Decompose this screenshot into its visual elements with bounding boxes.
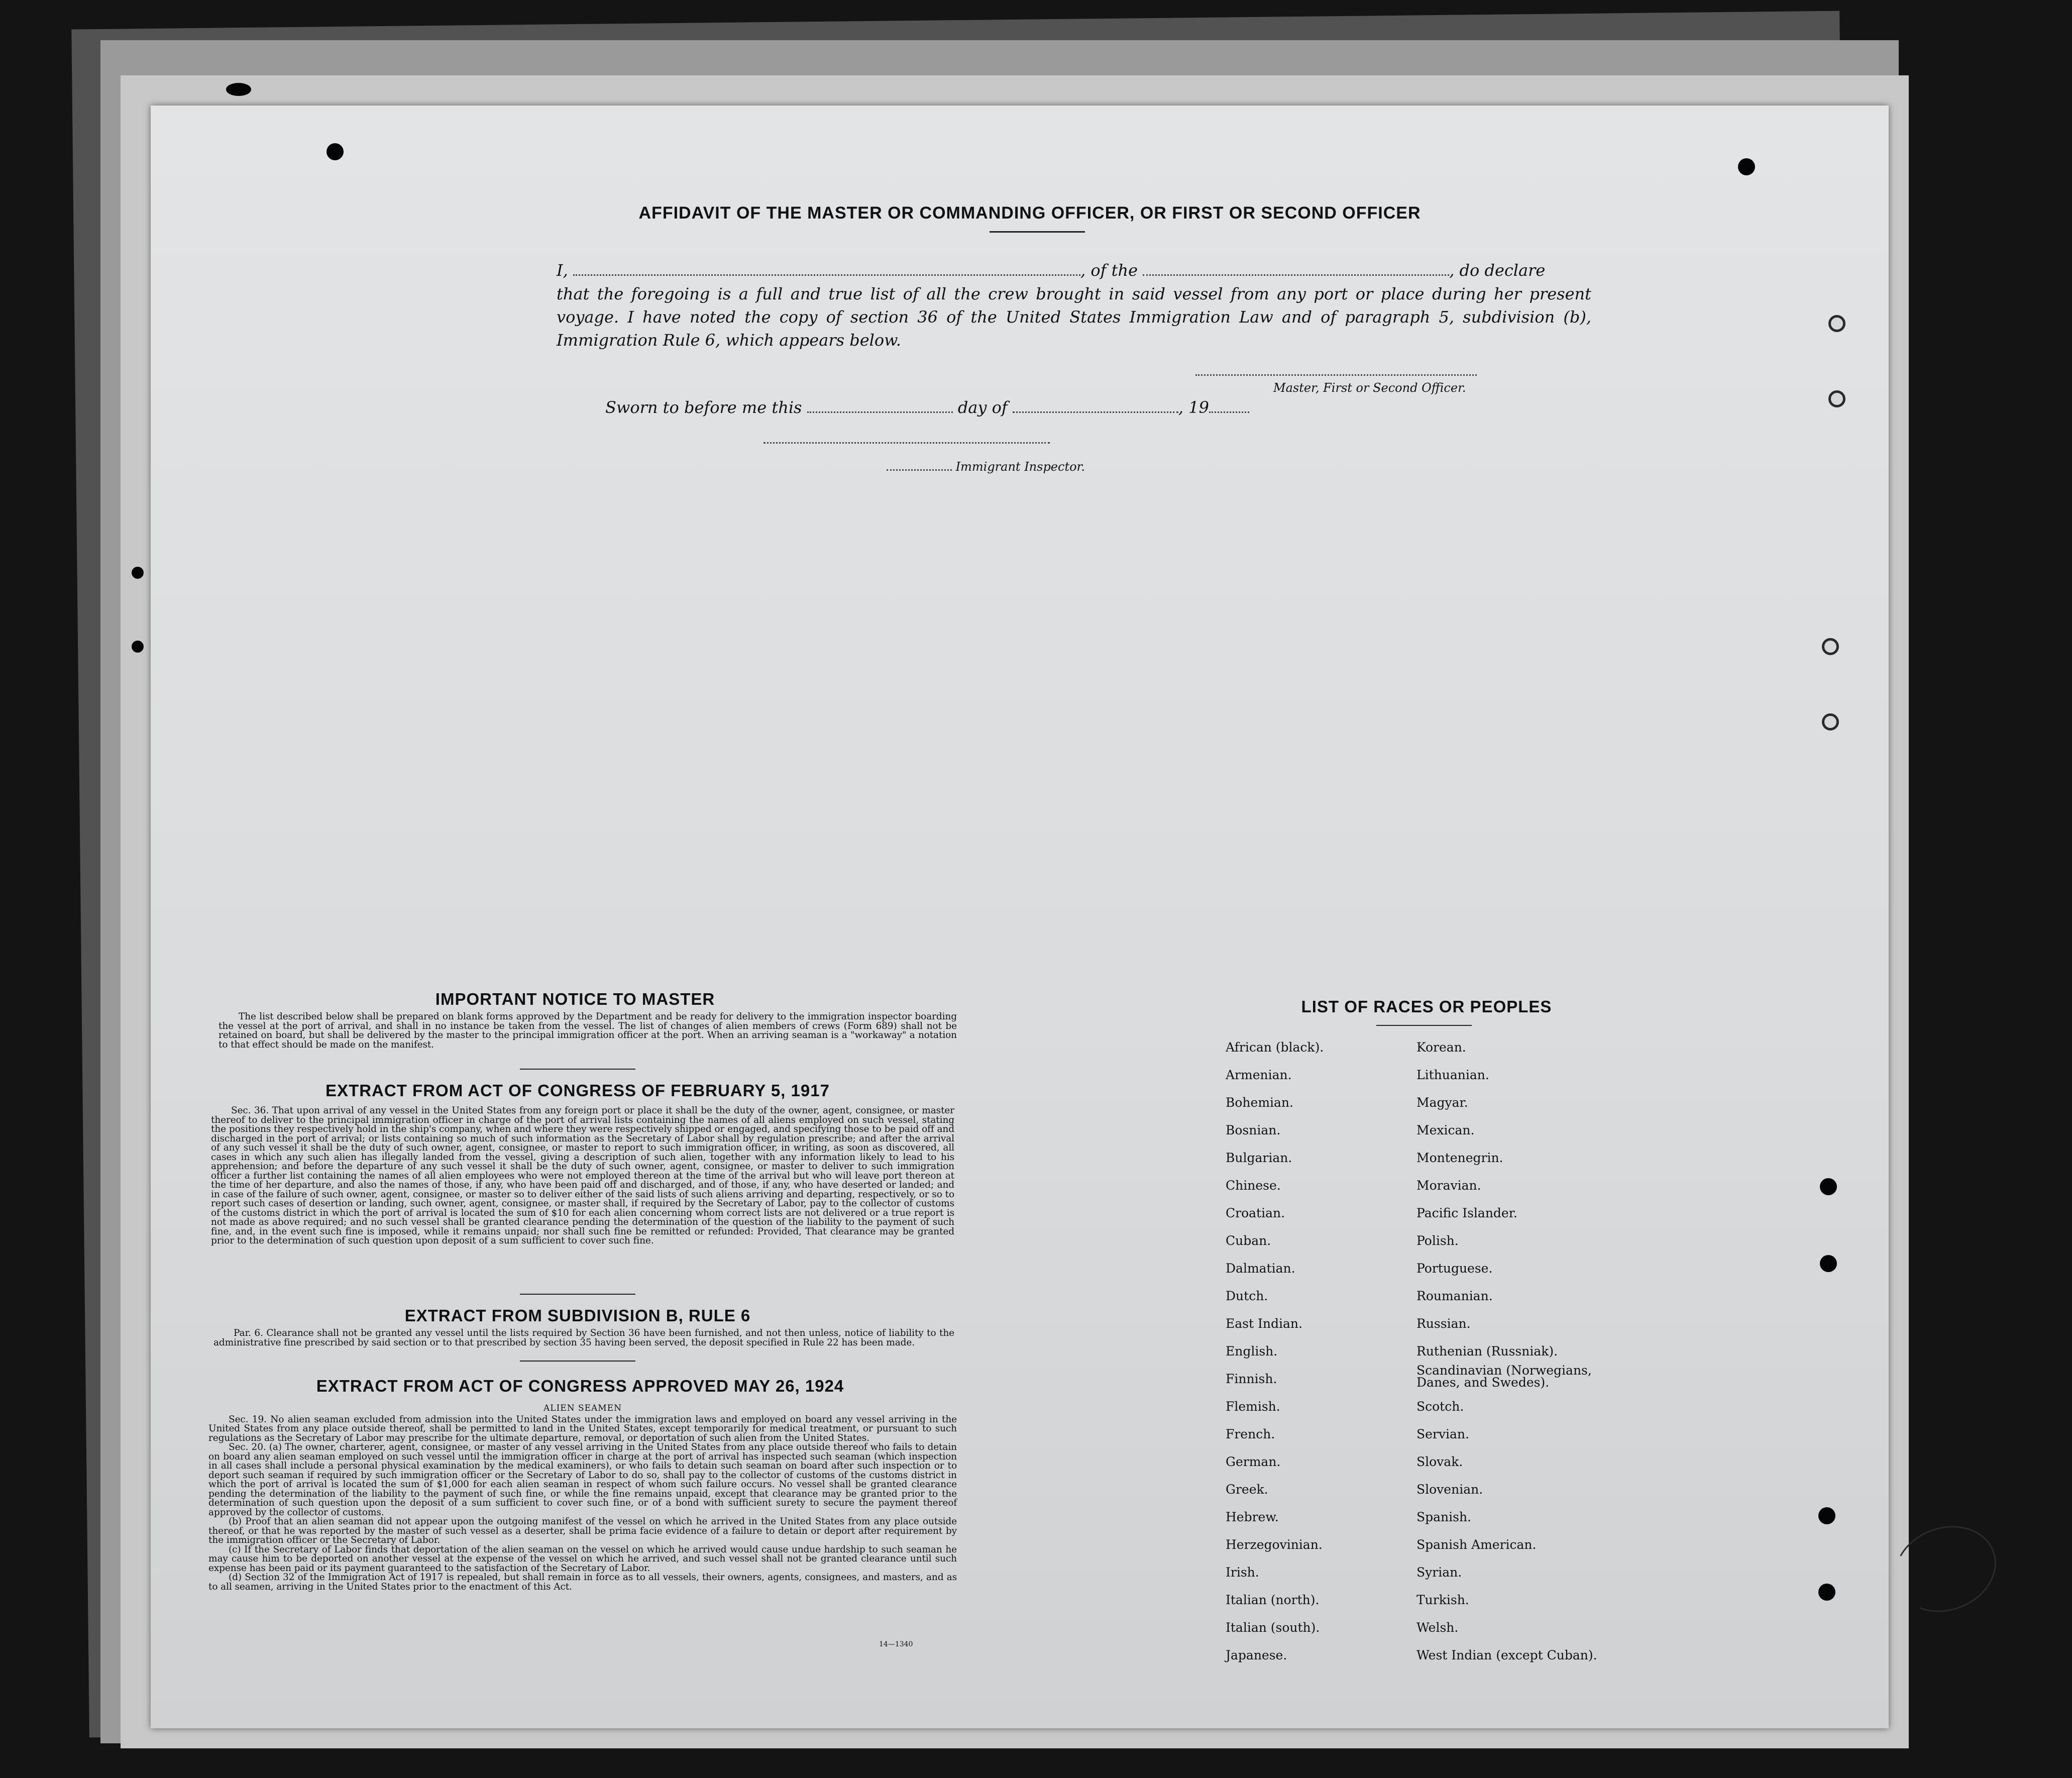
punch-hole	[1818, 1507, 1835, 1524]
race-item: Slovak.	[1416, 1454, 1463, 1469]
race-item: East Indian.	[1226, 1316, 1302, 1331]
race-item: Slovenian.	[1416, 1482, 1483, 1497]
race-item: Polish.	[1416, 1233, 1459, 1248]
inspector-caption-text: Immigrant Inspector.	[955, 460, 1085, 474]
notice-title: IMPORTANT NOTICE TO MASTER	[435, 990, 715, 1008]
declaration-suffix: , do declare	[1449, 261, 1546, 280]
section-36-paragraph: Sec. 36. That upon arrival of any vessel in the United States from any foreign port or place it shall be the duty of the owner, agent, consignee, or master thereof to deliver to the principal immigration officer in charge of the port of arrival lists containing the names of all aliens employed on such vessel, stating the positions they respectively hold in the ship's company, when and where they were respectively shipped or engaged, and specifying those to be paid off and discharged in the port of arrival; or lists containing so much of such information as the Secretary of Labor shall by regulation prescribe; and after the arrival of any such vessel it shall be the duty of such owner, agent, consignee, or master to report to such immigration officer, in writing, as soon as discovered, all cases in which any such alien has illegally landed from the vessel, giving a description of such alien, together with any information likely to lead to his apprehension; and before the departure of any such vessel it shall be the duty of such owner, agent, consignee, or master to deliver to such immigration officer a further list containing the names of all alien employees who were not employed thereon at the time of the arrival but who will leave port thereon at the time of her departure, and also the names of those, if any, who have been paid off and discharged, and of those, if any, who have deserted or landed; and in case of the failure of such owner, agent, consignee, or master so to deliver either of the said lists of such aliens arriving and departing, respectively, or so to report such cases of desertion or landing, such owner, agent, consignee, or master shall, if required by the Secretary of Labor, pay to the collector of customs of the customs district in which the port of arrival is located the sum of $10 for each alien concerning whom correct lists are not delivered or a true report is not made as above required; and no such vessel shall be granted clearance pending the determination of the question of the liability to the payment of such fine, and, in the event such fine is imposed, while it remains unpaid; nor shall such fine be remitted or refunded: Provided, That clearance may be granted prior to the determination of such question upon deposit of a sum sufficient to cover such fine.	[211, 1105, 954, 1246]
race-item: French.	[1226, 1427, 1275, 1441]
extract-1917-text	[211, 1106, 954, 1246]
punch-hole	[1818, 1584, 1835, 1601]
race-item: Bohemian.	[1226, 1095, 1293, 1110]
race-item: Mexican.	[1416, 1123, 1475, 1137]
race-item: English.	[1226, 1344, 1278, 1358]
race-item: Russian.	[1416, 1316, 1471, 1331]
section-divider	[520, 1361, 635, 1362]
year-blank	[1209, 411, 1249, 413]
alien-seamen-subtitle: ALIEN SEAMEN	[543, 1403, 622, 1413]
extract-1924-title: EXTRACT FROM ACT OF CONGRESS APPROVED MAY 26, 1924	[316, 1377, 844, 1395]
title-divider	[990, 231, 1085, 233]
race-item: Syrian.	[1416, 1565, 1462, 1580]
sworn-day-of: day of	[957, 398, 1008, 417]
sworn-year-prefix: , 19	[1178, 398, 1209, 417]
extract-1924-text	[208, 1402, 957, 1592]
sec-19-paragraph: Sec. 19. No alien seaman excluded from admission into the United States under the immigration laws and employed on board any vessel arriving in the United States from any place outside thereof, shall be permitted to land in the United States, except temporarily for medical treatment, or pursuant to such regulations as the Secretary of Labor may prescribe for the ultimate departure, removal, or deportation of such alien from the United States.	[208, 1414, 957, 1443]
race-item: Ruthenian (Russniak).	[1416, 1344, 1558, 1358]
races-title: LIST OF RACES OR PEOPLES	[1301, 997, 1552, 1016]
form-number: 14—1340	[879, 1640, 913, 1648]
race-item: Scotch.	[1416, 1399, 1464, 1414]
race-item: Hebrew.	[1226, 1510, 1279, 1524]
race-item: Korean.	[1416, 1040, 1466, 1055]
punch-hole	[1828, 390, 1845, 407]
sworn-line	[605, 396, 1560, 419]
race-item: West Indian (except Cuban).	[1416, 1648, 1597, 1662]
extract-1917-title: EXTRACT FROM ACT OF CONGRESS OF FEBRUARY 5, 1917	[325, 1081, 830, 1100]
race-item: Greek.	[1226, 1482, 1268, 1497]
race-item: Herzegovinian.	[1226, 1537, 1323, 1552]
race-item: Dalmatian.	[1226, 1261, 1295, 1276]
notice-text	[219, 1012, 957, 1050]
punch-hole	[1820, 1178, 1837, 1195]
extract-rule6-title: EXTRACT FROM SUBDIVISION B, RULE 6	[404, 1306, 751, 1325]
race-item: Moravian.	[1416, 1178, 1481, 1193]
month-blank	[1013, 411, 1178, 413]
race-item: Finnish.	[1226, 1372, 1277, 1386]
race-item: Welsh.	[1416, 1620, 1459, 1635]
affidavit-body: that the foregoing is a full and true list of all the crew brought in said vessel from any port or place during her present voyage. I have noted the copy of section 36 of the United States Immigration Law and of paragraph 5, subdivision (b), Immigration Rule 6, which appears below.	[557, 284, 1591, 350]
main-form-sheet	[151, 106, 1889, 1728]
master-signature-line	[1195, 374, 1477, 376]
sec-20a-paragraph: Sec. 20. (a) The owner, charterer, agent, consignee, or master of any vessel arriving in the United States from any place outside thereof who fails to detain on board any alien seaman employed on such vessel until the immigration officer in charge at the port of arrival has inspected such seaman (which inspection in all cases shall include a personal physical examination by the medical examiners), or who fails to detain such seaman on board after such inspection or to deport such seaman if required by such immigration officer or the Secretary of Labor to do so, shall pay to the collector of customs of the customs district in which the port of arrival is located the sum of $1,000 for each alien seaman in respect of whom such failure occurs. No vessel shall be granted clearance pending the determination of the liability to the payment of such fine, or while the fine remains unpaid, except that clearance may be granted prior to the determination of such question upon the deposit of a sum sufficient to cover such fine, or of a bond with sufficient surety to secure the payment thereof approved by the collector of customs.	[208, 1442, 957, 1518]
sec-20d-paragraph: (d) Section 32 of the Immigration Act of 1917 is repealed, but shall remain in force as to all vessels, their owners, agents, consignees, and masters, and as to all seamen, arriving in the United States prior to the enactment of this Act.	[208, 1572, 957, 1592]
race-item: Armenian.	[1226, 1068, 1292, 1082]
race-item: Chinese.	[1226, 1178, 1281, 1193]
extract-rule6-text	[213, 1329, 954, 1347]
race-item: Japanese.	[1226, 1648, 1287, 1662]
race-item: Italian (north).	[1226, 1593, 1320, 1607]
declaration-of-the: , of the	[1080, 261, 1138, 280]
race-item: Magyar.	[1416, 1095, 1468, 1110]
race-item: Flemish.	[1226, 1399, 1280, 1414]
affidavit-title: AFFIDAVIT OF THE MASTER OR COMMANDING OFFICER, OR FIRST OR SECOND OFFICER	[638, 203, 1421, 223]
race-item: Bosnian.	[1226, 1123, 1281, 1137]
punch-hole	[326, 143, 344, 160]
affidavit-declaration	[557, 259, 1586, 282]
sec-20b-paragraph: (b) Proof that an alien seaman did not appear upon the outgoing manifest of the vessel on which he arrived in the United States from any place outside thereof, or that he was reported by the master of such vessel as a deserter, shall be prima facie evidence of a failure to detain or deport after requirement by the immigration officer or the Secretary of Labor.	[208, 1516, 957, 1545]
race-item: Spanish American.	[1416, 1537, 1537, 1552]
section-divider	[520, 1069, 635, 1070]
race-item: Lithuanian.	[1416, 1068, 1489, 1082]
section-divider	[520, 1294, 635, 1295]
name-blank	[573, 274, 1080, 276]
inspector-signature-caption	[887, 460, 1085, 474]
race-item: Servian.	[1416, 1427, 1469, 1441]
race-item: Pacific Islander.	[1416, 1206, 1517, 1220]
race-item: Portuguese.	[1416, 1261, 1493, 1276]
sworn-prefix: Sworn to before me this	[605, 398, 802, 417]
par-6-paragraph: Par. 6. Clearance shall not be granted any vessel until the lists required by Section 36 have been furnished, and not then unless, notice of liability to the administrative fine prescribed by said section or to that prescribed by section 35 having been served, the deposit specified in Rule 22 has been made.	[213, 1328, 954, 1348]
punch-hole	[132, 567, 144, 579]
punch-hole	[132, 641, 144, 653]
race-item: Bulgarian.	[1226, 1151, 1292, 1165]
race-item: Dutch.	[1226, 1289, 1268, 1303]
race-item: African (black).	[1226, 1040, 1324, 1055]
race-item: Spanish.	[1416, 1510, 1472, 1524]
inspector-blank	[887, 469, 952, 471]
race-item: Scandinavian (Norwegians, Danes, and Swedes).	[1416, 1363, 1592, 1390]
race-item: Croatian.	[1226, 1206, 1285, 1220]
punch-hole	[1822, 638, 1839, 655]
race-item: Montenegrin.	[1416, 1151, 1503, 1165]
sec-20c-paragraph: (c) If the Secretary of Labor finds that deportation of the alien seaman on the vessel on which he arrived would cause undue hardship to such seaman he may cause him to be deported on another vessel at the expense of the vessel on which he arrived, and such vessel shall not be granted clearance until such expense has been paid or its payment guaranteed to the satisfaction of the Secretary of Labor.	[208, 1544, 957, 1574]
punch-hole	[1738, 158, 1755, 175]
races-title-divider	[1376, 1025, 1472, 1026]
race-item: Turkish.	[1416, 1593, 1469, 1607]
punch-hole	[1822, 713, 1839, 730]
punch-hole	[1828, 315, 1845, 332]
race-item: Italian (south).	[1226, 1620, 1320, 1635]
race-item: Irish.	[1226, 1565, 1259, 1580]
day-blank	[807, 411, 953, 413]
vessel-blank	[1143, 274, 1449, 276]
notice-paragraph: The list described below shall be prepared on blank forms approved by the Department and be ready for delivery to the immigration inspector boarding the vessel at the port of arrival, and shall in no instance be taken from the vessel. The list of changes of alien members of crews (Form 689) shall not be retained on board, but shall be delivered by the master to the principal immigration officer at the port. When an arriving seaman is a "workaway" a notation to that effect should be made on the manifest.	[219, 1011, 957, 1050]
declaration-prefix: I,	[557, 261, 568, 280]
inspector-signature-line	[764, 442, 1050, 444]
master-signature-caption: Master, First or Second Officer.	[1273, 381, 1466, 395]
race-item: Cuban.	[1226, 1233, 1271, 1248]
punch-hole	[226, 83, 251, 96]
race-item: German.	[1226, 1454, 1281, 1469]
punch-hole	[1820, 1255, 1837, 1272]
race-item: Roumanian.	[1416, 1289, 1493, 1303]
